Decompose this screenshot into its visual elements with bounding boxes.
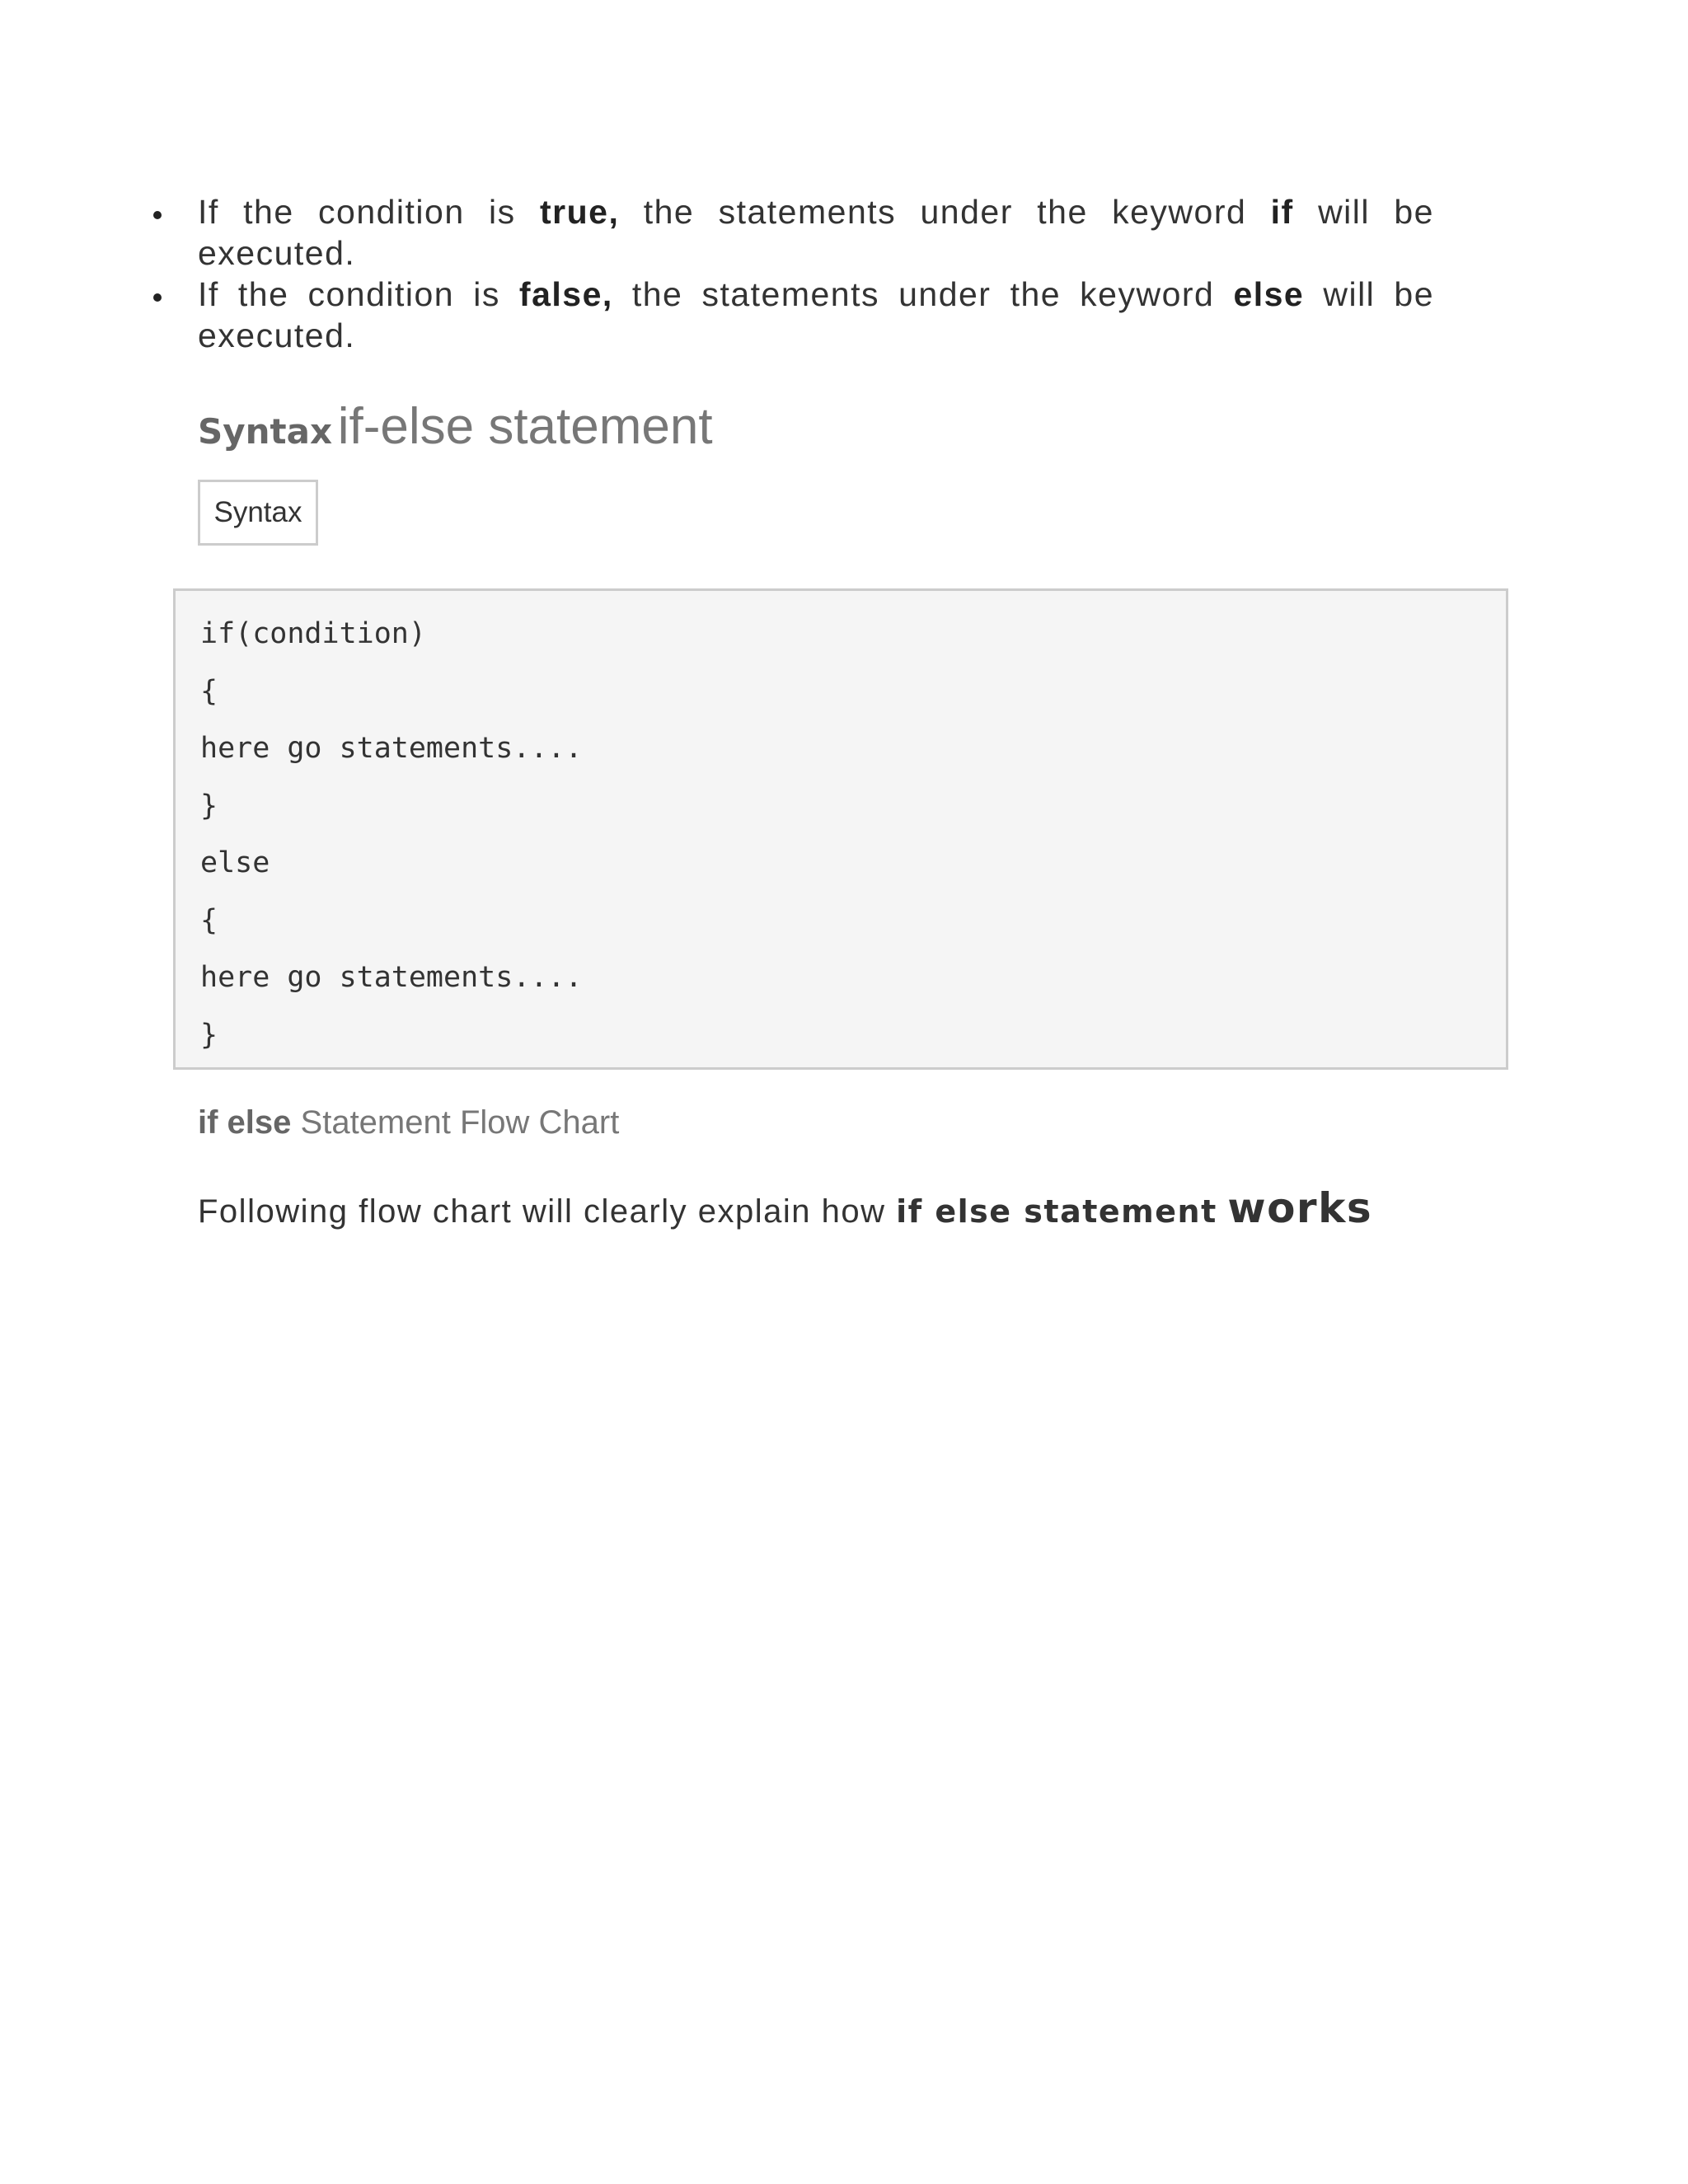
flow-desc-text: Following flow chart will clearly explain how [198,1193,897,1230]
code-line: } [200,1018,218,1052]
flow-chart-title-rest: Statement Flow Chart [300,1104,620,1141]
bullet-item-true [148,191,1434,274]
flow-chart-description [198,1184,1372,1232]
flow-desc-bold-large: works [1227,1184,1373,1232]
syntax-tab[interactable]: Syntax [198,480,318,546]
code-line: here go statements.... [200,732,583,765]
syntax-heading-prefix: Syntax [198,411,333,452]
code-line: } [200,789,218,823]
bullet-text: will be executed. [198,275,1434,354]
code-block [173,588,1508,1070]
flow-desc-bold: if else statement [896,1193,1217,1230]
bullet-text: the statements under the keyword [612,275,1234,313]
keyword-if: if [1270,193,1294,231]
code-line: if(condition) [200,617,426,650]
code-line: here go statements.... [200,961,583,994]
bullet-text: the statements under the keyword [619,193,1271,231]
syntax-heading [198,397,713,456]
bullet-bold-false: false, [518,275,613,313]
flow-chart-title-bold: if else [198,1104,292,1141]
bullet-text: If the condition is [198,193,540,231]
bullet-text: If the condition is [198,275,519,313]
syntax-heading-title: if-else statement [337,398,713,455]
code-line: else [200,846,270,879]
flow-chart-title [198,1104,619,1141]
code-line: { [200,903,218,937]
condition-bullet-list [148,191,1434,356]
keyword-else: else [1233,275,1305,313]
bullet-text: will be executed. [198,193,1434,272]
bullet-item-false [148,274,1434,356]
code-line: { [200,674,218,708]
bullet-bold-true: true, [540,193,620,231]
